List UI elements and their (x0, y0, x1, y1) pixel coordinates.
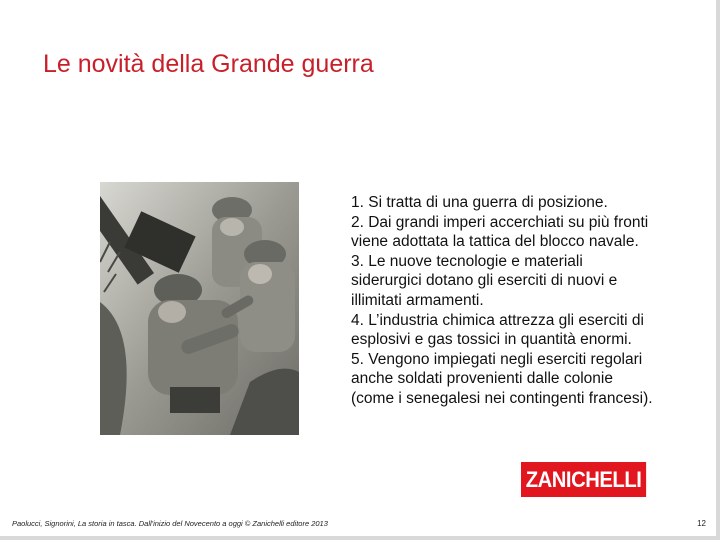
body-line: 3. Le nuove tecnologie e materiali (351, 252, 583, 270)
body-line: esplosivi e gas tossici in quantità enormi. (351, 331, 632, 349)
soldiers-photo-illustration (100, 182, 299, 435)
body-line: 5. Vengono impiegati negli eserciti regolari (351, 350, 643, 368)
page-number: 12 (697, 519, 706, 528)
body-line: illimitati armamenti. (351, 291, 484, 309)
slide-title: Le novità della Grande guerra (43, 50, 374, 78)
body-line: siderurgici dotano gli eserciti di nuovi e (351, 272, 618, 290)
body-line: viene adottata la tattica del blocco navale. (351, 233, 639, 251)
body-line: anche soldati provenienti dalle colonie (351, 370, 613, 388)
body-line: 4. L’industria chimica attrezza gli eserciti di (351, 311, 644, 329)
body-line: 1. Si tratta di una guerra di posizione. (351, 194, 608, 211)
body-line: 2. Dai grandi imperi accerchiati su più fronti (351, 213, 649, 231)
slide-body (351, 193, 713, 409)
body-line: (come i senegalesi nei contingenti francesi). (351, 389, 653, 407)
zanichelli-logo: ZANICHELLI (521, 462, 646, 497)
footer-credit: Paolucci, Signorini, La storia in tasca. Dall'inizio del Novecento a oggi © Zanichelli editore 2013 (12, 519, 328, 528)
soldiers-photo (100, 182, 299, 435)
